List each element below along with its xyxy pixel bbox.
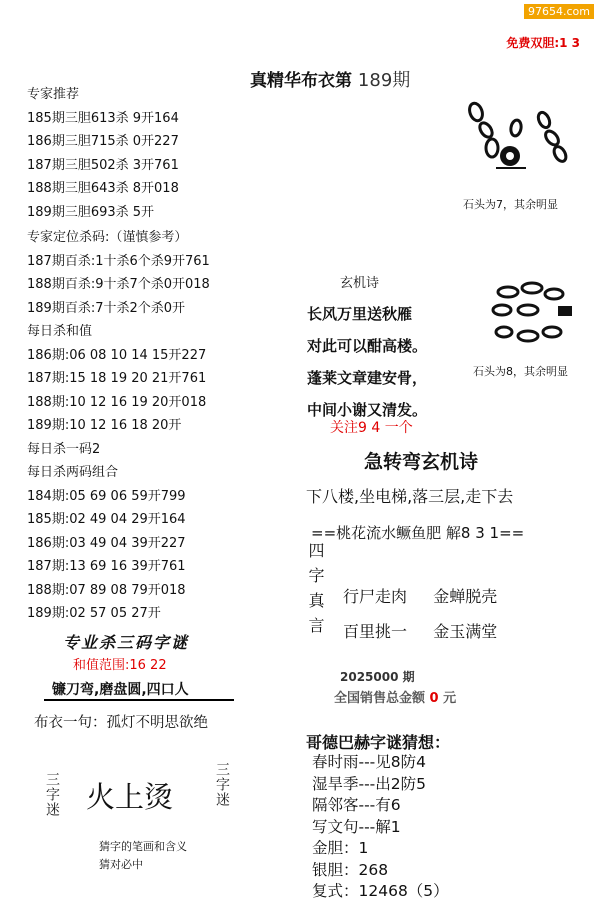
title-text: 真精华布衣第 [250, 71, 352, 91]
list-item: 湿旱季---出2防5 [312, 774, 427, 793]
guess-hint-1: 猜字的笔画和含义 [99, 840, 187, 853]
three-char-right: 三字迷 [214, 762, 230, 807]
list-item: 187期百杀:1十杀6个杀9开761 [27, 253, 210, 269]
list-item: 186期:03 49 04 39开227 [27, 535, 186, 551]
idiom-row-2 [343, 619, 497, 642]
turn-title: 急转弯玄机诗 [364, 451, 479, 473]
poem-line: 中间小谢又清发。 [307, 401, 428, 419]
focus-note: 关注9 4 一个 [330, 420, 413, 436]
left-column [27, 83, 210, 626]
goethe-list [312, 752, 449, 903]
stone-caption-1: 石头为7，其余明显 [463, 198, 558, 211]
poem-line: 对此可以酣高楼。 [307, 337, 428, 355]
list-item: 187期三胆502杀 3开761 [27, 157, 179, 173]
list-item: 185期:02 49 04 29开164 [27, 512, 186, 527]
title-issue: 189期 [357, 70, 411, 91]
daily-one-kill: 每日杀一码2 [27, 441, 101, 457]
list-item: 银胆：268 [312, 860, 389, 879]
sales-issue: 2025000 期 [340, 670, 415, 684]
daily-sum-heading: 每日杀和值 [27, 324, 93, 339]
idiom: 金蝉脱壳 [433, 587, 498, 606]
list-item: 186期三胆715杀 0开227 [27, 134, 179, 149]
peach-line: ==桃花流水鳜鱼肥 解8 3 1== [311, 524, 525, 542]
daily-two-heading: 每日杀两码组合 [27, 465, 119, 480]
chain-puzzle-illustration-1 [462, 100, 574, 186]
list-item: 189期百杀:7十杀2个杀0开 [27, 300, 186, 316]
three-char-left: 三字迷 [44, 772, 60, 817]
list-item: 189期:02 57 05 27开 [27, 606, 161, 621]
buyi-line: 布衣一句：孤灯不明思欲绝 [34, 715, 208, 731]
list-item: 189期:10 12 16 18 20开 [27, 418, 182, 433]
list-item: 金胆：1 [312, 839, 369, 857]
list-item: 188期:07 89 08 79开018 [27, 582, 186, 598]
list-item: 隔邻客---有6 [312, 796, 401, 814]
list-item: 187期:15 18 19 20 21开761 [27, 371, 207, 386]
free-pair-label: 免费双胆:1 3 [506, 36, 580, 50]
riddle-line: 镰刀弯,磨盘圆,四口人 [52, 682, 189, 698]
poem-line: 长风万里送秋雁 [307, 305, 413, 323]
list-item: 春时雨---见8防4 [312, 753, 427, 771]
site-badge[interactable]: 97654.com [524, 4, 594, 19]
list-item: 复式：12468（5） [312, 882, 449, 900]
stone-caption-2: 石头为8，其余明显 [473, 365, 568, 378]
sum-range: 和值范围:16 22 [73, 658, 167, 673]
list-item: 写文句---解1 [312, 817, 401, 836]
turn-line: 下八楼,坐电梯,落三层,走下去 [306, 487, 514, 506]
sales-amount: 0 [429, 691, 439, 706]
poem-line: 蓬莱文章建安骨， [307, 369, 428, 387]
goethe-heading: 哥德巴赫字谜猜想： [306, 733, 451, 752]
sales-label: 全国销售总金额 [334, 691, 426, 706]
idiom-row-1 [343, 584, 497, 607]
xuanji-heading: 玄机诗 [340, 276, 380, 291]
chain-puzzle-illustration-2 [488, 280, 580, 350]
sales-unit: 元 [443, 691, 457, 706]
list-item: 189期三胆693杀 5开 [27, 204, 155, 220]
page-title [250, 66, 410, 92]
position-kill-heading: 专家定位杀码:（谨慎参考） [27, 230, 188, 245]
list-item: 184期:05 69 06 59开799 [27, 488, 186, 504]
expert-heading: 专家推荐 [27, 87, 80, 102]
xuanji-poem [307, 298, 427, 426]
four-char-label: 四字真言 [306, 542, 325, 642]
list-item: 188期:10 12 16 19 20开018 [27, 394, 207, 410]
idiom: 行尸走肉 [343, 587, 408, 606]
center-words: 火上烫 [86, 780, 174, 814]
riddle-title: 专业杀三码字谜 [63, 633, 190, 652]
list-item: 188期三胆643杀 8开018 [27, 181, 179, 196]
guess-hint-2: 猜对必中 [99, 858, 143, 871]
idiom: 金玉满堂 [433, 622, 498, 641]
list-item: 187期:13 69 16 39开761 [27, 559, 186, 574]
list-item: 188期百杀:9十杀7个杀0开018 [27, 277, 210, 292]
riddle-underline [44, 699, 234, 701]
list-item: 186期:06 08 10 14 15开227 [27, 347, 207, 363]
idiom: 百里挑一 [343, 622, 408, 641]
sales-total [334, 687, 456, 706]
list-item: 185期三胆613杀 9开164 [27, 110, 179, 126]
